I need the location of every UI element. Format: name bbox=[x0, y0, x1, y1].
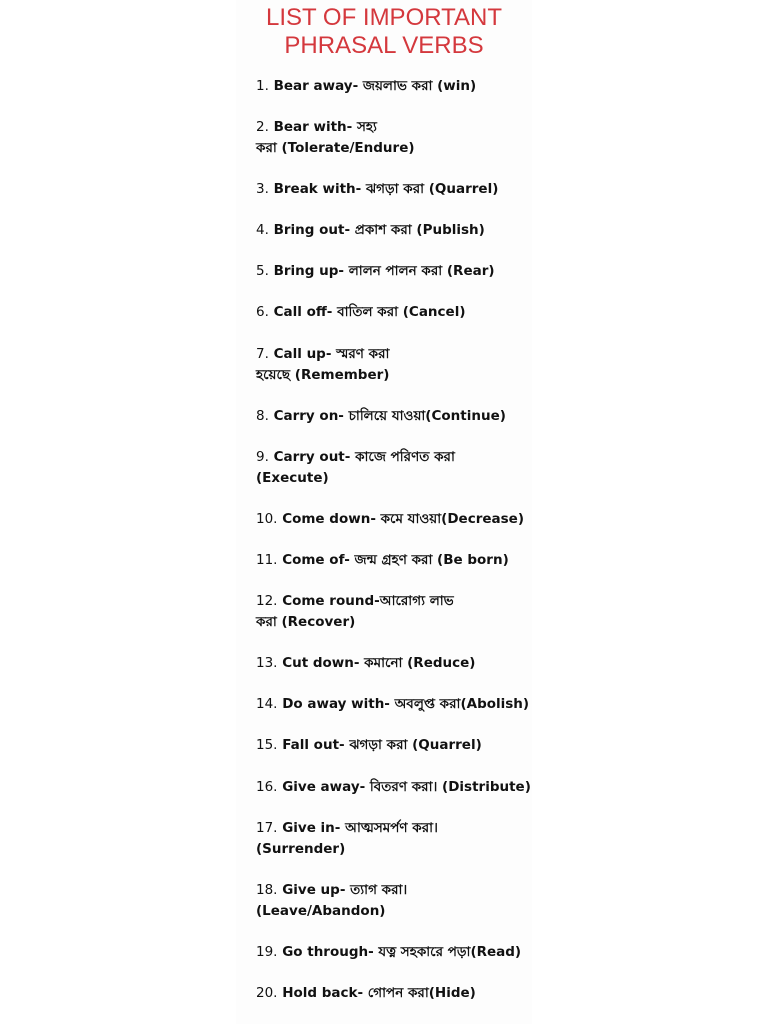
list-item: 4. Bring out- প্রকাশ করা (Publish) bbox=[256, 222, 485, 238]
list-item: 17. Give in- আত্মসমর্পণ করা। (Surrender) bbox=[256, 820, 438, 857]
list-item: 13. Cut down- কমানো (Reduce) bbox=[256, 655, 476, 671]
list-item: 9. Carry out- কাজে পরিণত করা (Execute) bbox=[256, 449, 455, 486]
list-item: 19. Go through- যত্ন সহকারে পড়া(Read) bbox=[256, 944, 522, 960]
title-line-2: PHRASAL VERBS bbox=[284, 32, 484, 59]
list-item: 12. Come round-আরোগ্য লাভ করা (Recover) bbox=[256, 593, 454, 630]
title-line-1: LIST OF IMPORTANT bbox=[265, 4, 503, 31]
list-item: 8. Carry on- চালিয়ে যাওয়া(Continue) bbox=[256, 408, 506, 424]
list-item: 3. Break with- ঝগড়া করা (Quarrel) bbox=[256, 181, 499, 197]
list-item: 1. Bear away- জয়লাভ করা (win) bbox=[256, 78, 477, 94]
list-item: 14. Do away with- অবলুপ্ত করা(Abolish) bbox=[256, 696, 530, 712]
list-item: 6. Call off- বাতিল করা (Cancel) bbox=[256, 304, 466, 320]
list-item: 10. Come down- কমে যাওয়া(Decrease) bbox=[256, 511, 524, 527]
page-title bbox=[0, 4, 768, 60]
list-item: 2. Bear with- সহ্য করা (Tolerate/Endure) bbox=[256, 119, 415, 156]
list-item: 11. Come of- জন্ম গ্রহণ করা (Be born) bbox=[256, 552, 509, 568]
list-item: 18. Give up- ত্যাগ করা। (Leave/Abandon) bbox=[256, 882, 408, 919]
list-item: 15. Fall out- ঝগড়া করা (Quarrel) bbox=[256, 737, 482, 753]
list-item: 16. Give away- বিতরণ করা। (Distribute) bbox=[256, 779, 531, 795]
list-item: 5. Bring up- লালন পালন করা (Rear) bbox=[256, 263, 495, 279]
list-item: 7. Call up- স্মরণ করা হয়েছে (Remember) bbox=[256, 346, 390, 383]
list-item: 20. Hold back- গোপন করা(Hide) bbox=[256, 985, 476, 1001]
